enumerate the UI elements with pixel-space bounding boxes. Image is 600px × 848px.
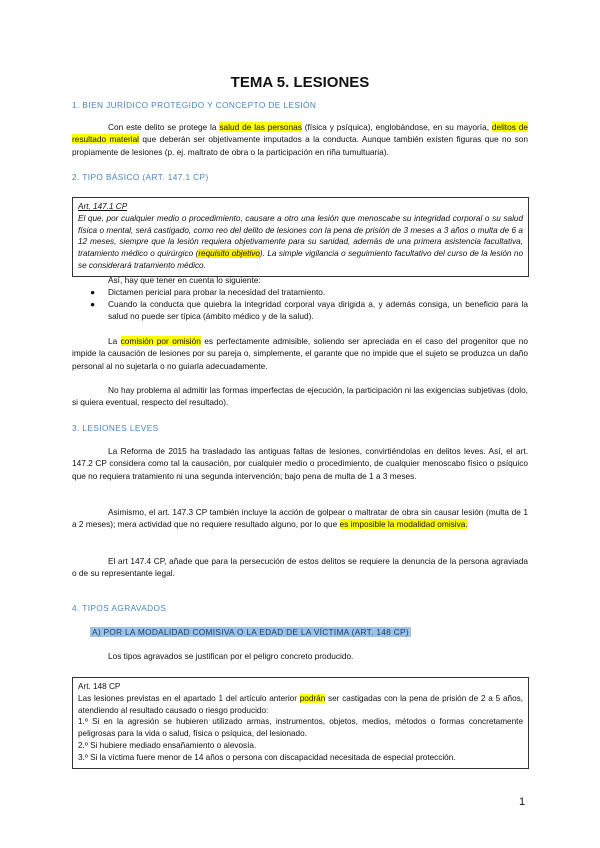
- paragraph-tipos-agravados: Los tipos agravados se justifican por el peligro concreto producido.: [108, 651, 354, 661]
- text-run: El que, por cualquier medio o procedimiento, causare a otro una lesión que menoscabe su integridad corporal o su salud física o mental, será castigado, como reo del delito de lesiones con la pena de prisión de 3 meses a 3 años o multa de 6 a 12 meses, siempre que la lesión requiera objetivamente para su sanidad, además de una primera asistencia facultativa, tratamiento médico o quirúrgico (: [78, 213, 523, 259]
- article-box-147-1: [72, 197, 529, 277]
- text-run: ). La simple vigilancia o seguimiento facultativo del curso de la lesión no se considerará tratamiento médico.: [78, 249, 524, 270]
- highlight-comision-omision: comisión por omisión: [120, 336, 201, 346]
- text-run: (física y psíquica), englobándose, en su mayoría,: [301, 122, 492, 132]
- text-run: La: [108, 336, 121, 346]
- bullet-list: [72, 286, 528, 323]
- list-item-text: Cuando la conducta que quiebra la integridad corporal vaya dirigida a, y además consiga, un beneficio para la salud no puede ser típica (ámbito médico y de la salud).: [108, 299, 528, 322]
- highlight-imposible-omisiva: es imposible la modalidad omisiva.: [339, 519, 468, 530]
- text-run: es perfectamente admisible, soliendo ser apreciada en el caso del progenitor que no impide la causación de lesiones por su pareja o, simplemente, el garante que no impide que el sujeto se produzca un daño personal al no sujetarla o no guiarla adecuadamente.: [72, 336, 528, 371]
- text-run: Con este delito se protege la: [108, 122, 220, 132]
- paragraph-reforma-2015: La Reforma de 2015 ha trasladado las antiguas faltas de lesiones, convirtiéndolas en delitos leves. Así, el art. 147.2 CP considera como tal la causación, por cualquier medio o procedimiento, de cualquier menoscabo físico o psíquico que no requiera tratamiento ni una segunda intervención; bajo pena de multa de 1 a 3 meses.: [72, 446, 528, 481]
- list-item: [72, 298, 528, 322]
- text-run: Asimismo, el art. 147.3 CP también incluye la acción de golpear o maltratar de obra sin causar lesión (multa de 1 a 2 meses); mera actividad que no requiere resultado alguno, por lo que: [72, 507, 528, 530]
- article-box-item: 1.º Si en la agresión se hubieren utilizado armas, instrumentos, objetos, medios, métodos o formas concretamente peligrosas para la vida o salud, física o psíquica, del lesionado.: [78, 717, 523, 739]
- paragraph-comision-omision: [72, 335, 528, 372]
- text-run: Las lesiones previstas en el apartado 1 del artículo anterior: [78, 693, 300, 703]
- text-run: que deberán ser objetivamente imputados a la conducta. Aunque también existen figuras que no son propiamente de lesiones (p. ej. maltrato de obra o la participación en riña tumultuaria).: [72, 134, 528, 157]
- article-box-item: 3.º Si la víctima fuere menor de 14 años o persona con discapacidad necesitada de especial protección.: [78, 752, 456, 762]
- list-item-text: Dictamen pericial para probar la necesidad del tratamiento.: [108, 287, 326, 297]
- bullet-icon: ●: [90, 287, 96, 297]
- page-title: TEMA 5. LESIONES: [230, 74, 370, 91]
- article-box-item: 2.º Si hubiere mediado ensañamiento o alevosía.: [78, 740, 257, 750]
- section-heading-2: 2. TIPO BÁSICO (ART. 147.1 CP): [72, 172, 209, 182]
- list-intro: Así, hay que tener en cuenta lo siguiente:: [108, 275, 261, 285]
- section-heading-3: 3. LESIONES LEVES: [72, 423, 159, 433]
- section-heading-4: 4. TIPOS AGRAVADOS: [72, 603, 167, 613]
- paragraph-art-147-4: El art 147.4 CP, añade que para la persecución de estos delitos se requiere la denuncia de la persona agraviada o de su representante legal.: [72, 556, 528, 579]
- text-run: ser castigadas con la pena de prisión de 2 a 5 años, atendiendo al resultado causado o riesgo producido:: [78, 693, 523, 715]
- highlight-salud: salud de las personas: [219, 122, 302, 132]
- list-item: [72, 286, 528, 298]
- highlight-podran: podrán: [299, 693, 326, 703]
- article-box-heading: Art. 147.1 CP: [78, 202, 128, 211]
- article-box-intro: [78, 693, 523, 717]
- paragraph-art-147-3: [72, 506, 528, 531]
- article-box-heading: Art. 148 CP: [78, 682, 121, 691]
- article-box-148: [72, 677, 529, 769]
- article-box-text: [78, 213, 523, 272]
- bullet-icon: ●: [90, 299, 96, 310]
- page-number: 1: [519, 796, 526, 808]
- paragraph-bien-juridico: [72, 121, 528, 158]
- highlight-delitos-resultado: delitos de resultado material: [72, 122, 528, 145]
- highlight-requisito-objetivo: requisito objetivo: [198, 249, 260, 259]
- subsection-heading-4a: A) POR LA MODALIDAD COMISIVA O LA EDAD DE LA VÍCTIMA (ART. 148 CP): [92, 627, 409, 637]
- section-heading-1: 1. BIEN JURÍDICO PROTEGIDO Y CONCEPTO DE LESIÓN: [72, 100, 317, 110]
- paragraph-formas-imperfectas: No hay problema al admitir las formas imperfectas de ejecución, la participación ni las exigencias subjetivas (dolo, si quiera eventual, respecto del resultado).: [72, 385, 528, 408]
